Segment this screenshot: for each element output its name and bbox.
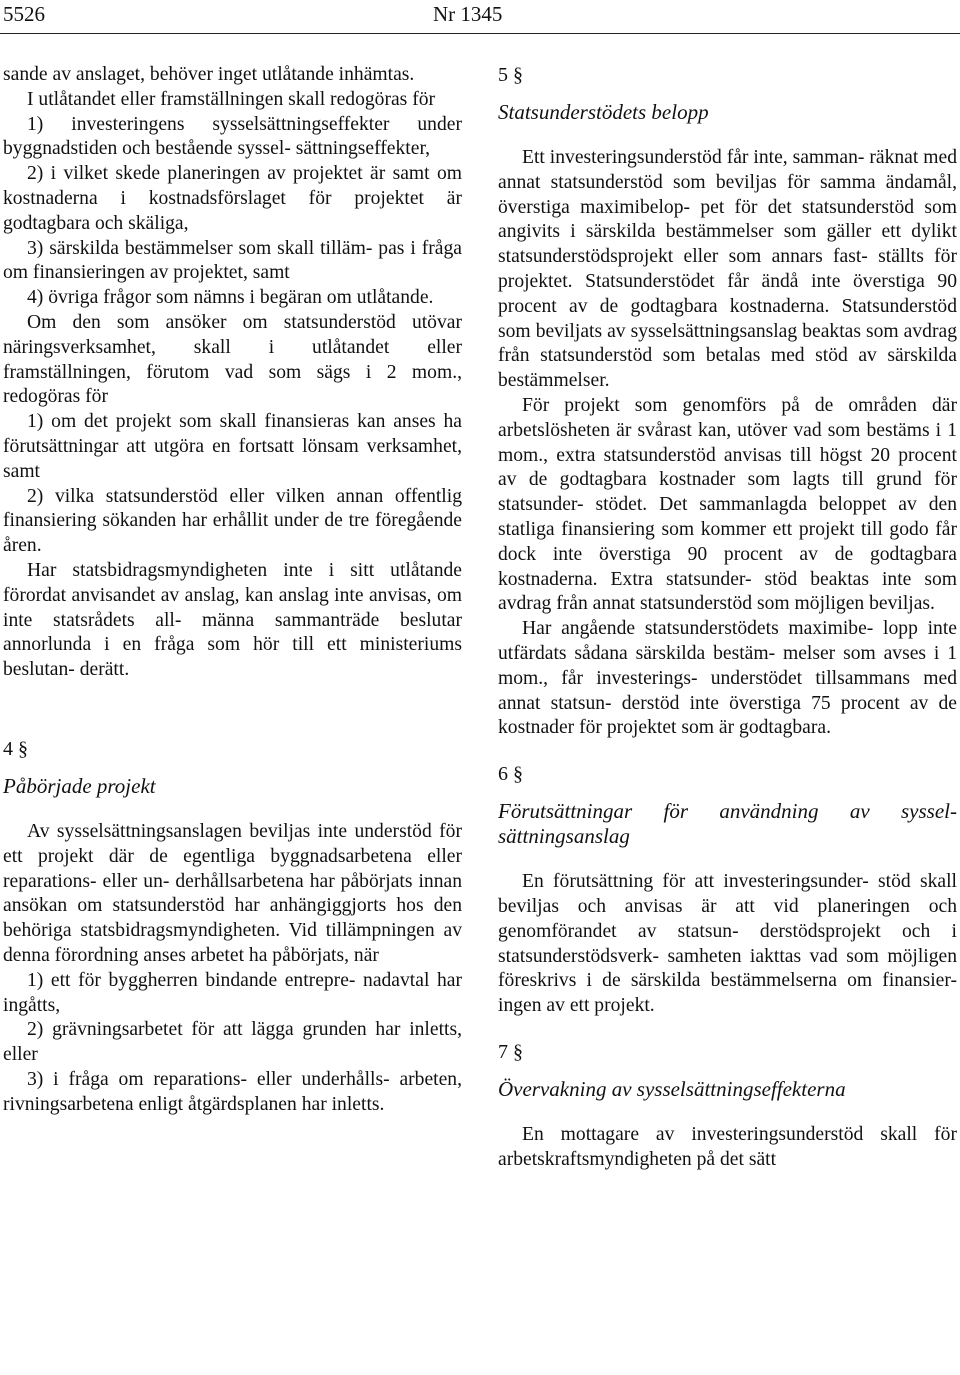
paragraph: För projekt som genomförs på de områden där arbetslösheten är svårast kan, utöver vad som bestäms i 1 mom., extra statsunderstöd anvisas till högst 20 procent av de godtagbara kostnader som lagts till grund för statsunder- stödet. Det sammanlagda beloppet av den statliga finansiering som kommer ett projekt till godo får dock inte överstiga 90 procent av de godtagbara kostnaderna. Extra statsunder- stöd beaktas inte som avdrag från annat statsunderstöd som möjligen beviljas. (498, 394, 957, 615)
header-rule (0, 33, 960, 34)
page-number: 5526 (3, 2, 45, 26)
right-column (498, 63, 957, 1173)
list-item: 1) ett för byggherren bindande entrepre- nadavtal har ingåtts, (3, 969, 462, 1016)
section-title: Förutsättningar för användning av syssel- sättningsanslag (498, 799, 957, 849)
section-title: Statsunderstödets belopp (498, 100, 709, 124)
section-number: 4 § (3, 737, 28, 760)
section-title: Övervakning av sysselsättningseffekterna (498, 1076, 846, 1101)
section-number: 6 § (498, 763, 523, 786)
list-item: 4) övriga frågor som nämns i begäran om utlåtande. (27, 287, 434, 309)
section-title: Påbörjade projekt (3, 773, 156, 798)
paragraph: Av sysselsättningsanslagen beviljas inte understöd för ett projekt där de egentliga byggnadsarbetena eller reparations- eller un- derhållsarbetena har påbörjats innan ansökan om statsunderstöd har anhängiggjorts hos den behöriga statsbidragsmyndigheten. Vid tillämpningen av denna förordning anses arbetet ha påbörjats, när (3, 820, 462, 966)
paragraph: Ett investeringsunderstöd får inte, samman- räknat med annat statsunderstöd som beviljas för samma ändamål, överstiga maximibelop- pet för det statsunderstöd som angivits i särskilda bestämmelser som gäller ett dylikt statsunderstödsprojekt eller som annars fast- ställts för projektet. Statsunderstödet får ändå inte överstiga 90 procent av de godtagbara kostnaderna. Statsunderstöd som beviljats av sysselsättningsanslag beaktas som avdrag från statsunderstöd som betalas med stöd av särskilda bestämmelser. (498, 147, 957, 392)
paragraph: Har statsbidragsmyndigheten inte i sitt utlåtande förordat anvisandet av anslag, kan anslag inte anvisas, om inte statsrådets all- männa sammanträde beslutar annorlunda i en fråga som hör till ett ministeriums beslutan- derätt. (3, 559, 462, 681)
list-item: 1) om det projekt som skall finansieras kan anses ha förutsättningar att utgöra en fortsatt lönsam verksamhet, samt (3, 411, 462, 482)
list-item: 2) i vilket skede planeringen av projektet är samt om kostnaderna i kostnadsförslaget för projektet är godtagbara och skäliga, (3, 163, 462, 234)
list-item: 2) vilka statsunderstöd eller vilken annan offentlig finansiering sökanden har erhållit under de tre föregående åren. (3, 485, 462, 557)
section-number: 5 § (498, 64, 523, 86)
paragraph: sande av anslaget, behöver inget utlåtande inhämtas. (3, 64, 415, 85)
paragraph: I utlåtandet eller framställningen skall redogöras för (27, 88, 436, 110)
list-item: 3) särskilda bestämmelser som skall tilläm- pas i fråga om finansieringen av projektet, samt (3, 237, 462, 284)
paragraph: Om den som ansöker om statsunderstöd utövar näringsverksamhet, skall i utlåtandet eller framställningen, förutom vad som sägs i 2 mom., redogöras för (3, 311, 462, 408)
page-header (0, 0, 960, 34)
list-item: 2) grävningsarbetet för att lägga grunden har inletts, eller (3, 1019, 462, 1066)
left-column (3, 63, 462, 1117)
paragraph: Har angående statsunderstödets maximibe- lopp inte utfärdats sådana särskilda bestäm- melser som avses i 1 mom., får investerings- understödet tillsammans med annat statsun- derstöd inte överstiga 75 procent av de kostnader för projektet som är godtagbara. (498, 618, 957, 739)
paragraph: En mottagare av investeringsunderstöd skall för arbetskraftsmyndigheten på det sätt (498, 1123, 957, 1170)
list-item: 3) i fråga om reparations- eller underhålls- arbeten, rivningsarbetena enligt åtgärdsplanen har inletts. (3, 1068, 462, 1115)
journal-number: Nr 1345 (433, 2, 503, 26)
list-item: 1) investeringens sysselsättningseffekter under byggnadstiden och bestående syssel- sättningseffekter, (3, 113, 462, 160)
section-number: 7 § (498, 1040, 523, 1063)
paragraph: En förutsättning för att investeringsunder- stöd skall beviljas och anvisas är att vid planeringen och genomförandet av statsun- derstödsprojekt och i statsunderstödsverk- samheten iakttas vad som möjligen föreskrivs i de särskilda bestämmelserna om finansier- ingen av ett projekt. (498, 871, 957, 1017)
